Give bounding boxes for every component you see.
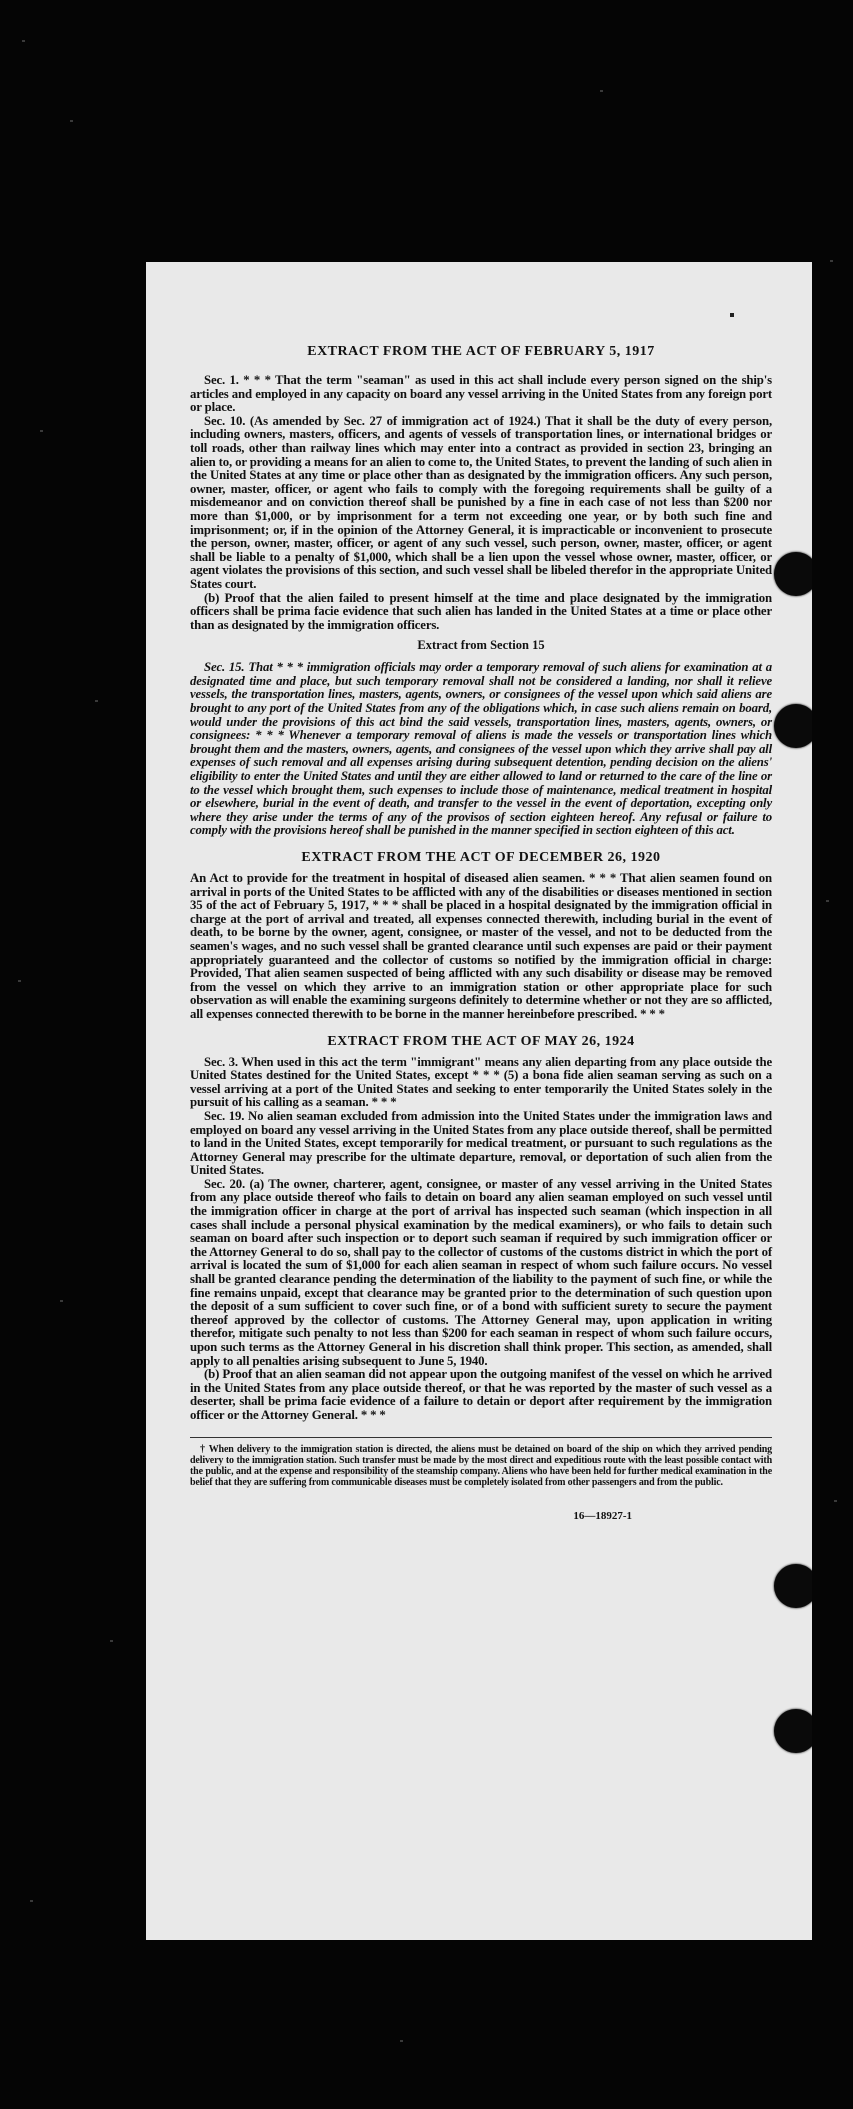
footnote-text: † When delivery to the immigration station is directed, the aliens must be detained on board of the ship on which they arrived pending delivery to the immigration station. Such transfer must be made by the most direct and expeditious route with the least possible contact with the public, and at the expense and responsibility of the steamship company. Aliens who have been held for further medical examination in the belief that they are suffering from communicable diseases must be completely isolated from other passengers and from the public.: [190, 1443, 772, 1489]
punch-hole-1: [774, 552, 812, 596]
paragraph-sec-19: Sec. 19. No alien seaman excluded from admission into the United States under the immigration laws and employed on board any vessel arriving in the United States from any place outside thereof, shall be permitted to land in the United States, except temporarily for medical treatment, or pursuant to such regulations as the Attorney General may prescribe for the ultimate departure, removal, or deportation of such alien from the United States.: [190, 1108, 772, 1178]
punch-hole-2: [774, 704, 812, 748]
ink-mark: [730, 313, 734, 317]
footnote: [190, 1437, 772, 1489]
paragraph-sec-10-b: (b) Proof that the alien failed to present himself at the time and place designated by the immigration officers shall be prima facie evidence that such alien has landed in the United States at a time or place other than as designated by the immigration officers.: [190, 590, 772, 632]
form-number: 16—18927-1: [573, 1510, 632, 1523]
paragraph-sec-3: Sec. 3. When used in this act the term "immigrant" means any alien departing from any place outside the United States destined for the United States, except * * * (5) a bona fide alien seaman serving as such on a vessel arriving at a port of the United States and seeking to enter temporarily the United States solely in the pursuit of his calling as a seaman. * * *: [190, 1054, 772, 1110]
paragraph-sec-1: Sec. 1. * * * That the term "seaman" as used in this act shall include every person signed on the ship's articles and employed in any capacity on board any vessel arriving in the United States from any foreign port or place.: [190, 373, 772, 415]
section-heading-feb-1917: EXTRACT FROM THE ACT OF FEBRUARY 5, 1917: [307, 344, 655, 359]
section-heading-dec-1920: EXTRACT FROM THE ACT OF DECEMBER 26, 1920: [301, 850, 661, 865]
punch-hole-4: [774, 1709, 812, 1753]
paragraph-sec-20-b: (b) Proof that an alien seaman did not appear upon the outgoing manifest of the vessel on which he arrived in the United States from any place outside thereof, or that he was reported by the master of such vessel as a deserter, shall be prima facie evidence of a failure to detain or deport after requirement by the immigration officer or the Attorney General. * * *: [190, 1367, 772, 1422]
punch-hole-3: [774, 1564, 812, 1608]
paragraph-sec-15: Sec. 15. That * * * immigration officials may order a temporary removal of such aliens for examination at a designated time and place, but such temporary removal shall not be considered a landing, nor shall it relieve vessels, the transportation lines, masters, agents, owners, or consignees of the vessel upon which said aliens are brought to any port of the United States from any of the obligations which, in case such aliens remain on board, would under the provisions of this act bind the said vessels, transportation lines, masters, agents, owners, or consignees: * * * Whenever a temporary removal of aliens is made the vessels or transportation lines which brought them and the masters, owners, agents, and consignees of the vessel upon which they arrive shall pay all expenses of such removal and all expenses arising during subsequent detention, pending decision on the aliens' eligibility to enter the United States and until they are either allowed to land or returned to the care of the line or to the vessel which brought them, such expenses to include those of maintenance, medical treatment in hospital or elsewhere, burial in the event of death, and transfer to the vessel in the event of deportation, excepting only where they arise under the terms of any of the provisos of section eighteen hereof. Any refusal or failure to comply with the provisions hereof shall be punished in the manner specified in section eighteen of this act.: [190, 660, 772, 838]
subheading-section-15: Extract from Section 15: [417, 638, 545, 653]
paragraph-act-1920: An Act to provide for the treatment in hospital of diseased alien seamen. * * * That alien seamen found on arrival in ports of the United States to be afflicted with any of the disabilities or diseases mentioned in section 35 of the act of February 5, 1917, * * * shall be placed in a hospital designated by the immigration official in charge at the port of arrival and treated, all expenses connected therewith, including burial in the event of death, to be borne by the owner, agent, consignee, or master of the vessel, and not to be deducted from the seamen's wages, and no such vessel shall be granted clearance until such expenses are paid or their payment appropriately guaranteed and the collector of customs so notified by the immigration official in charge: Provided, That alien seamen suspected of being afflicted with any such disability or disease may be removed from the vessel on which they arrive to an immigration station or other appropriate place for such observation as will enable the examining surgeons definitely to determine whether or not they are so afflicted, all expenses connected therewith to be borne in the manner hereinbefore prescribed. * * *: [190, 871, 772, 1021]
paragraph-sec-10: Sec. 10. (As amended by Sec. 27 of immigration act of 1924.) That it shall be the duty of every person, including owners, masters, officers, and agents of vessels of transportation lines, or international bridges or toll roads, other than railway lines which may enter into a contract as provided in section 23, bringing an alien to, or providing a means for an alien to come to, the United States, to prevent the landing of such alien in the United States at any time or place other than as designated by the immigration officers. Any such person, owner, master, officer, or agent who fails to comply with the foregoing requirements shall be guilty of a misdemeanor and on conviction thereof shall be punished by a fine in each case of not less than $200 nor more than $1,000, or by imprisonment for a term not exceeding one year, or by both such fine and imprisonment; or, if in the opinion of the Attorney General, it is impracticable or inconvenient to prosecute the person, owner, master, officer, or agent of any such vessel, such person, owner, master, officer, or agent shall be liable to a penalty of $1,000, which shall be a lien upon the vessel whose owner, master, officer, or agent violates the provisions of this section, and such vessel shall be libeled therefor in the appropriate United States court.: [190, 413, 772, 591]
paragraph-sec-20: Sec. 20. (a) The owner, charterer, agent, consignee, or master of any vessel arriving in the United States from any place outside thereof who fails to detain on board any alien seaman employed on such vessel until the immigration officer in charge at the port of arrival has inspected such seaman (which inspection in all cases shall include a personal physical examination by the medical examiners), or who fails to detain such seaman on board after such inspection or to deport such seaman if required by such immigration officer or the Attorney General to do so, shall pay to the collector of customs of the customs district in which the port of arrival is located the sum of $1,000 for each alien seaman in respect of whom such failure occurs. No vessel shall be granted clearance pending the determination of the liability to the payment of such fine, or while the fine remains unpaid, except that clearance may be granted prior to the determination of such question upon the deposit of a sum sufficient to cover such fine, or of a bond with sufficient surety to secure the payment thereof approved by the collector of customs. The Attorney General may, upon application in writing therefor, mitigate such penalty to not less than $200 for each seaman in respect of whom such failure occurs, upon such terms as the Attorney General in his discretion shall think proper. This section, as amended, shall apply to all penalties arising subsequent to June 5, 1940.: [190, 1176, 772, 1368]
document-page: [146, 262, 812, 1940]
section-heading-may-1924: EXTRACT FROM THE ACT OF MAY 26, 1924: [327, 1033, 635, 1049]
